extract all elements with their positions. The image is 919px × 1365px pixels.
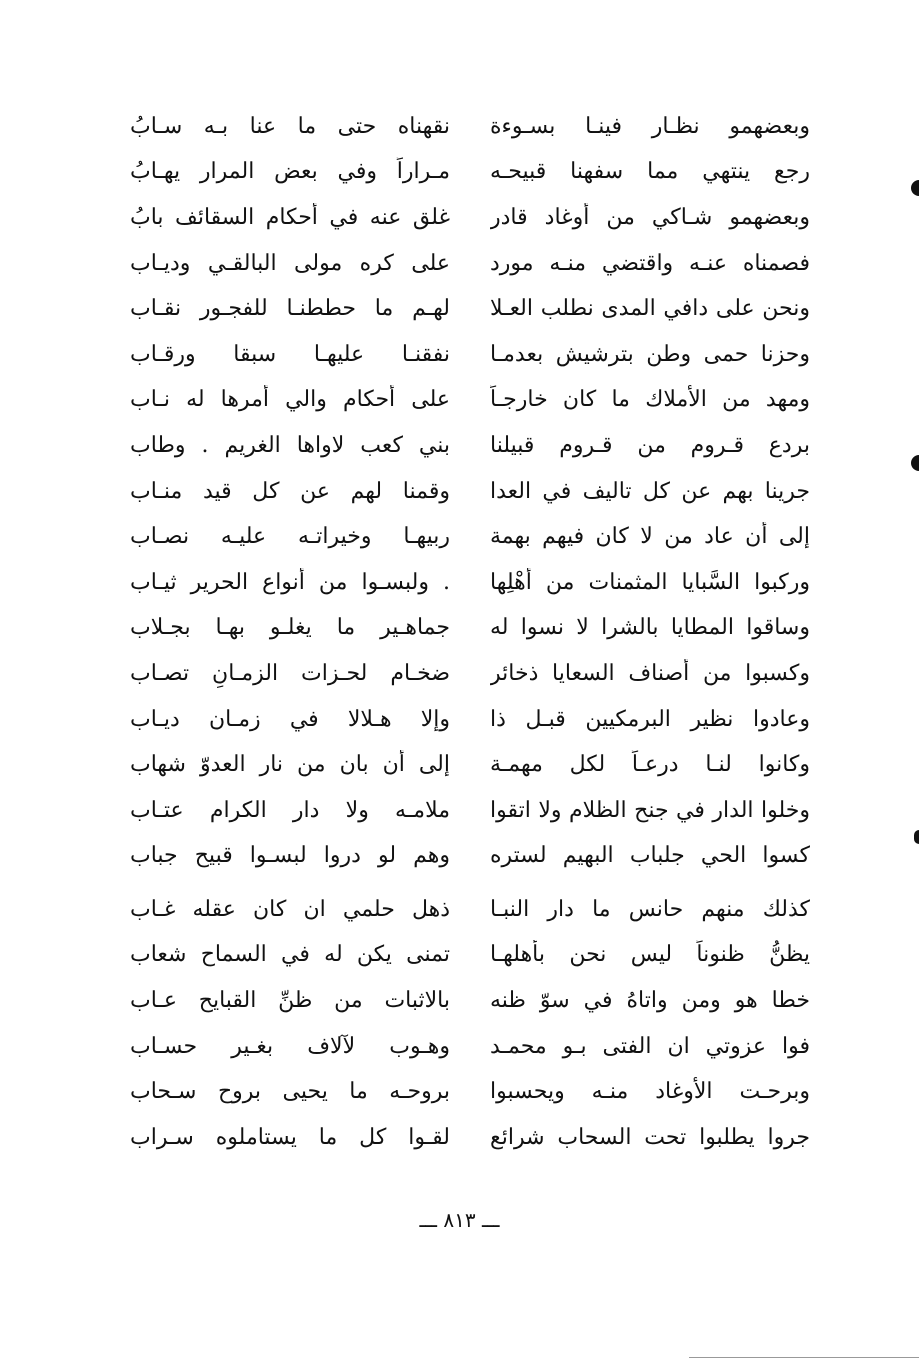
first-hemistich: وكانوا لنـا درعـاً لكل مهمـة bbox=[490, 752, 810, 778]
first-hemistich: ونحن على دافي المدى نطلب العـلا bbox=[490, 296, 810, 322]
verse-line bbox=[120, 978, 810, 1024]
first-hemistich: رجع ينتهي مما سفهنا قبيحـه bbox=[490, 159, 810, 185]
verse-line bbox=[120, 606, 810, 652]
first-hemistich: جرينا بهم عن كل تاليف في العدا bbox=[490, 478, 810, 504]
verse-line bbox=[120, 104, 810, 150]
second-hemistich: لهـم ما حططنـا للفجـور نقـاب bbox=[130, 296, 450, 322]
first-hemistich: ومهد من الأملاك ما كان خارجـاً bbox=[490, 387, 810, 413]
verse-line bbox=[120, 651, 810, 697]
second-hemistich: ضخـام لحـزات الزمـانِ تصـاب bbox=[130, 660, 450, 686]
first-hemistich: وعادوا نظير البرمكيين قبـل ذا bbox=[490, 706, 810, 732]
verse-line bbox=[120, 834, 810, 880]
scan-edge-mark bbox=[911, 180, 919, 196]
verse-line bbox=[120, 241, 810, 287]
verse-line bbox=[120, 1024, 810, 1070]
verse-line bbox=[120, 195, 810, 241]
first-hemistich: وحزنا حمى وطن بترشيش بعدمـا bbox=[490, 341, 810, 367]
first-hemistich: جروا يطلبوا تحت السحاب شرائع bbox=[490, 1124, 810, 1150]
second-hemistich: بروحـه ما يحيى بروح سـحاب bbox=[130, 1079, 450, 1105]
first-hemistich: بردع قـروم من قـروم قبيلنا bbox=[490, 432, 810, 458]
second-hemistich: على كره مولى البالقـي وديـاب bbox=[130, 250, 450, 276]
first-hemistich: يظنُّ ظنوناً ليس نحن بأهلهـا bbox=[490, 942, 810, 968]
verse-line bbox=[120, 887, 810, 933]
first-hemistich: وساقوا المطايا بالشرا لا نسوا له bbox=[490, 615, 810, 641]
second-hemistich: وإلا هـلالا في زمـان ديـاب bbox=[130, 706, 450, 732]
verse-line bbox=[120, 423, 810, 469]
verse-line bbox=[120, 742, 810, 788]
first-hemistich: كذلك منهم حانس ما دار النبـا bbox=[490, 896, 810, 922]
verse-line bbox=[120, 788, 810, 834]
first-hemistich: خطا هو ومن واتاهُ في سوّ ظنه bbox=[490, 988, 810, 1014]
verse-line bbox=[120, 150, 810, 196]
second-hemistich: على أحكام والي أمرها له نـاب bbox=[130, 387, 450, 413]
second-hemistich: ذهل حلمي ان كان عقله غـاب bbox=[130, 896, 450, 922]
first-hemistich: فصمناه عنـه واقتضي منـه مورد bbox=[490, 250, 810, 276]
second-hemistich: جماهـير ما يغلـو بهـا بجـلاب bbox=[130, 615, 450, 641]
verse-line bbox=[120, 378, 810, 424]
verse-line bbox=[120, 332, 810, 378]
scan-edge-line bbox=[689, 1357, 919, 1358]
second-hemistich: مـراراً وفي بعض المرار يهـابُ bbox=[130, 159, 450, 185]
first-hemistich: فوا عزوتي ان الفتى بـو محمـد bbox=[490, 1033, 810, 1059]
verse-line bbox=[120, 1069, 810, 1115]
second-hemistich: إلى أن بان من نار العدوّ شهاب bbox=[130, 752, 450, 778]
first-hemistich: إلى أن عاد من لا كان فيهم بهمة bbox=[490, 524, 810, 550]
verse-line bbox=[120, 933, 810, 979]
second-hemistich: تمنى يكن له في السماح شعاب bbox=[130, 942, 450, 968]
second-hemistich: . ولبسـوا من أنواع الحرير ثيـاب bbox=[130, 569, 450, 595]
second-hemistich: ملامـه ولا دار الكرام عتـاب bbox=[130, 797, 450, 823]
second-hemistich: وهم لو دروا لبسـوا قبيح جباب bbox=[130, 843, 450, 869]
scan-edge-mark bbox=[914, 830, 919, 844]
second-hemistich: غلق عنه في أحكام السقائف بابُ bbox=[130, 204, 450, 230]
second-hemistich: ربيهـا وخيراتـه عليـه نصـاب bbox=[130, 524, 450, 550]
page-number: ـــ ٨١٣ ـــ bbox=[419, 1208, 500, 1232]
scan-edge-mark bbox=[911, 455, 919, 471]
second-hemistich: نقهناه حتى ما عنا بـه سـابُ bbox=[130, 113, 450, 139]
verse-line bbox=[120, 560, 810, 606]
first-hemistich: وخلوا الدار في جنح الظلام ولا اتقوا bbox=[490, 797, 810, 823]
verse-line bbox=[120, 286, 810, 332]
poem-body bbox=[120, 104, 810, 1161]
first-hemistich: وبعضهمو شـاكي من أوغاد قادر bbox=[490, 204, 810, 230]
first-hemistich: وبرحـت الأوغاد منـه ويحسبوا bbox=[490, 1079, 810, 1105]
first-hemistich: وكسبوا من أصناف السعايا ذخائر bbox=[490, 660, 810, 686]
first-hemistich: وركبوا السَّبايا المثمنات من أهْلِها bbox=[490, 569, 810, 595]
second-hemistich: بالاثبات من ظنِّ القبايح عـاب bbox=[130, 988, 450, 1014]
verse-line bbox=[120, 514, 810, 560]
second-hemistich: وهـوب لآلاف بغـير حسـاب bbox=[130, 1033, 450, 1059]
first-hemistich: كسوا الحي جلباب البهيم لستره bbox=[490, 843, 810, 869]
verse-line bbox=[120, 697, 810, 743]
second-hemistich: وقمنا لهم عن كل قيد منـاب bbox=[130, 478, 450, 504]
verse-line bbox=[120, 469, 810, 515]
verse-line bbox=[120, 1115, 810, 1161]
second-hemistich: لقـوا كل ما يستاملوه سـراب bbox=[130, 1124, 450, 1150]
first-hemistich: وبعضهمو نظـار فينـا بسـوءة bbox=[490, 113, 810, 139]
second-hemistich: نفقنـا عليهـا سبقا ورقـاب bbox=[130, 341, 450, 367]
second-hemistich: بني كعب لاواها الغريم . وطاب bbox=[130, 432, 450, 458]
